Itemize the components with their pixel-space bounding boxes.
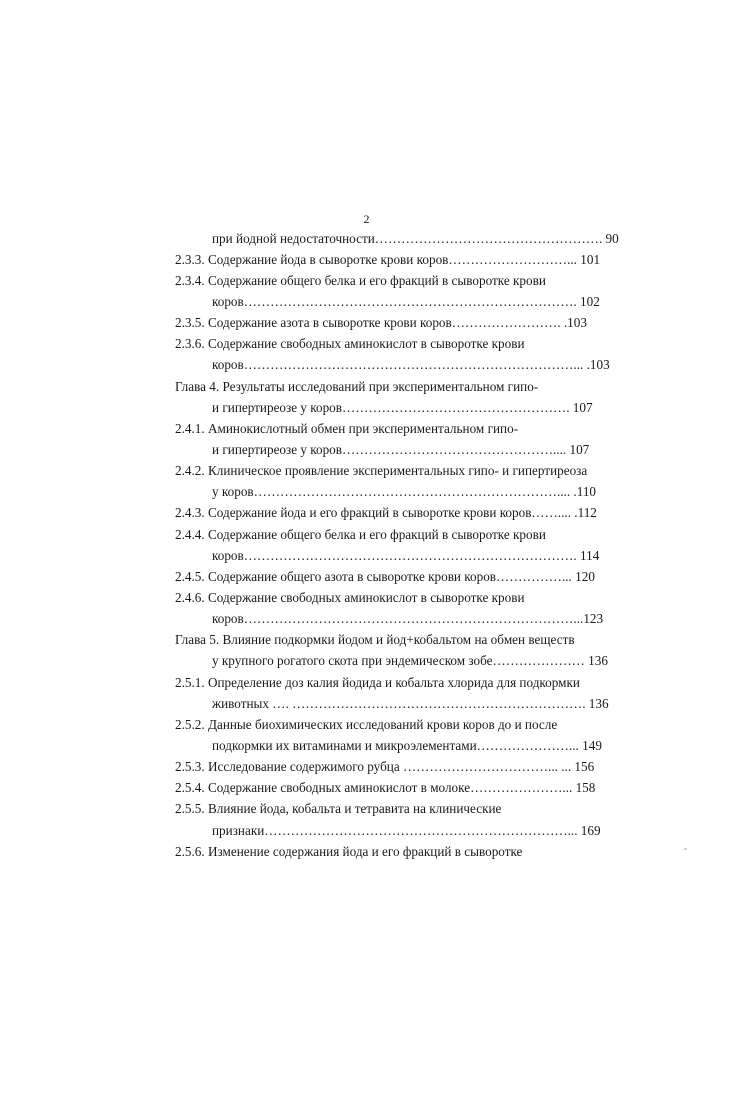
toc-line: 2.5.4. Содержание свободных аминокислот в молоке…………………... 158 xyxy=(175,780,596,795)
toc-line: 2.3.5. Содержание азота в сыворотке крови коров……………………. .103 xyxy=(175,315,587,330)
toc-line: у крупного рогатого скота при эндемическом зобе………………… 136 xyxy=(212,653,608,668)
toc-line: 2.3.6. Содержание свободных аминокислот в сыворотке крови xyxy=(175,336,525,351)
toc-line: коров…………………………………………………………………. 102 xyxy=(212,294,600,309)
toc-line: 2.4.4. Содержание общего белка и его фракций в сыворотке крови xyxy=(175,527,546,542)
toc-line: и гипертиреозе у коров………………………………………….... 107 xyxy=(212,442,590,457)
toc-line: 2.3.3. Содержание йода в сыворотке крови коров………………………... 101 xyxy=(175,252,601,267)
toc-line: 2.5.3. Исследование содержимого рубца ……………………………... ... 156 xyxy=(175,759,595,774)
toc-line: 2.3.4. Содержание общего белка и его фракций в сыворотке крови xyxy=(175,273,546,288)
toc-line: у коров…………………………………………………………….... .110 xyxy=(212,484,597,499)
toc-line: 2.4.2. Клиническое проявление экспериментальных гипо- и гипертиреоза xyxy=(175,463,588,478)
page-number: 2 xyxy=(363,212,370,226)
toc-line: коров…………………………………………………………………...123 xyxy=(212,611,604,626)
toc-line: 2.5.5. Влияние йода, кобальта и тетравита на клинические xyxy=(175,801,502,816)
scan-speck xyxy=(684,848,687,850)
toc-line: 2.4.3. Содержание йода и его фракций в сыворотке крови коров…….... .112 xyxy=(175,505,597,520)
toc-line: 2.5.1. Определение доз калия йодида и кобальта хлорида для подкормки xyxy=(175,675,580,690)
toc-line: коров…………………………………………………………………... .103 xyxy=(212,357,610,372)
toc-line: 2.5.6. Изменение содержания йода и его фракций в сыворотке xyxy=(175,844,523,859)
toc-line: животных …. …………………………………………………………. 136 xyxy=(212,696,609,711)
toc-line: Глава 5. Влияние подкормки йодом и йод+кобальтом на обмен веществ xyxy=(175,632,575,647)
toc-line: при йодной недостаточности……………………………………………. 90 xyxy=(212,231,619,246)
toc-line: и гипертиреозе у коров……………………………………………. 107 xyxy=(212,400,593,415)
toc-line: 2.4.1. Аминокислотный обмен при экспериментальном гипо- xyxy=(175,421,519,436)
toc-line: подкормки их витаминами и микроэлементами…………………... 149 xyxy=(212,738,602,753)
toc-line: признаки……………………………………………………………... 169 xyxy=(212,823,601,838)
toc-line: Глава 4. Результаты исследований при экспериментальном гипо- xyxy=(175,379,539,394)
toc-line: коров…………………………………………………………………. 114 xyxy=(212,548,600,563)
toc-line: 2.4.5. Содержание общего азота в сыворотке крови коров……………... 120 xyxy=(175,569,595,584)
toc-line: 2.5.2. Данные биохимических исследований крови коров до и после xyxy=(175,717,558,732)
toc-line: 2.4.6. Содержание свободных аминокислот в сыворотке крови xyxy=(175,590,525,605)
